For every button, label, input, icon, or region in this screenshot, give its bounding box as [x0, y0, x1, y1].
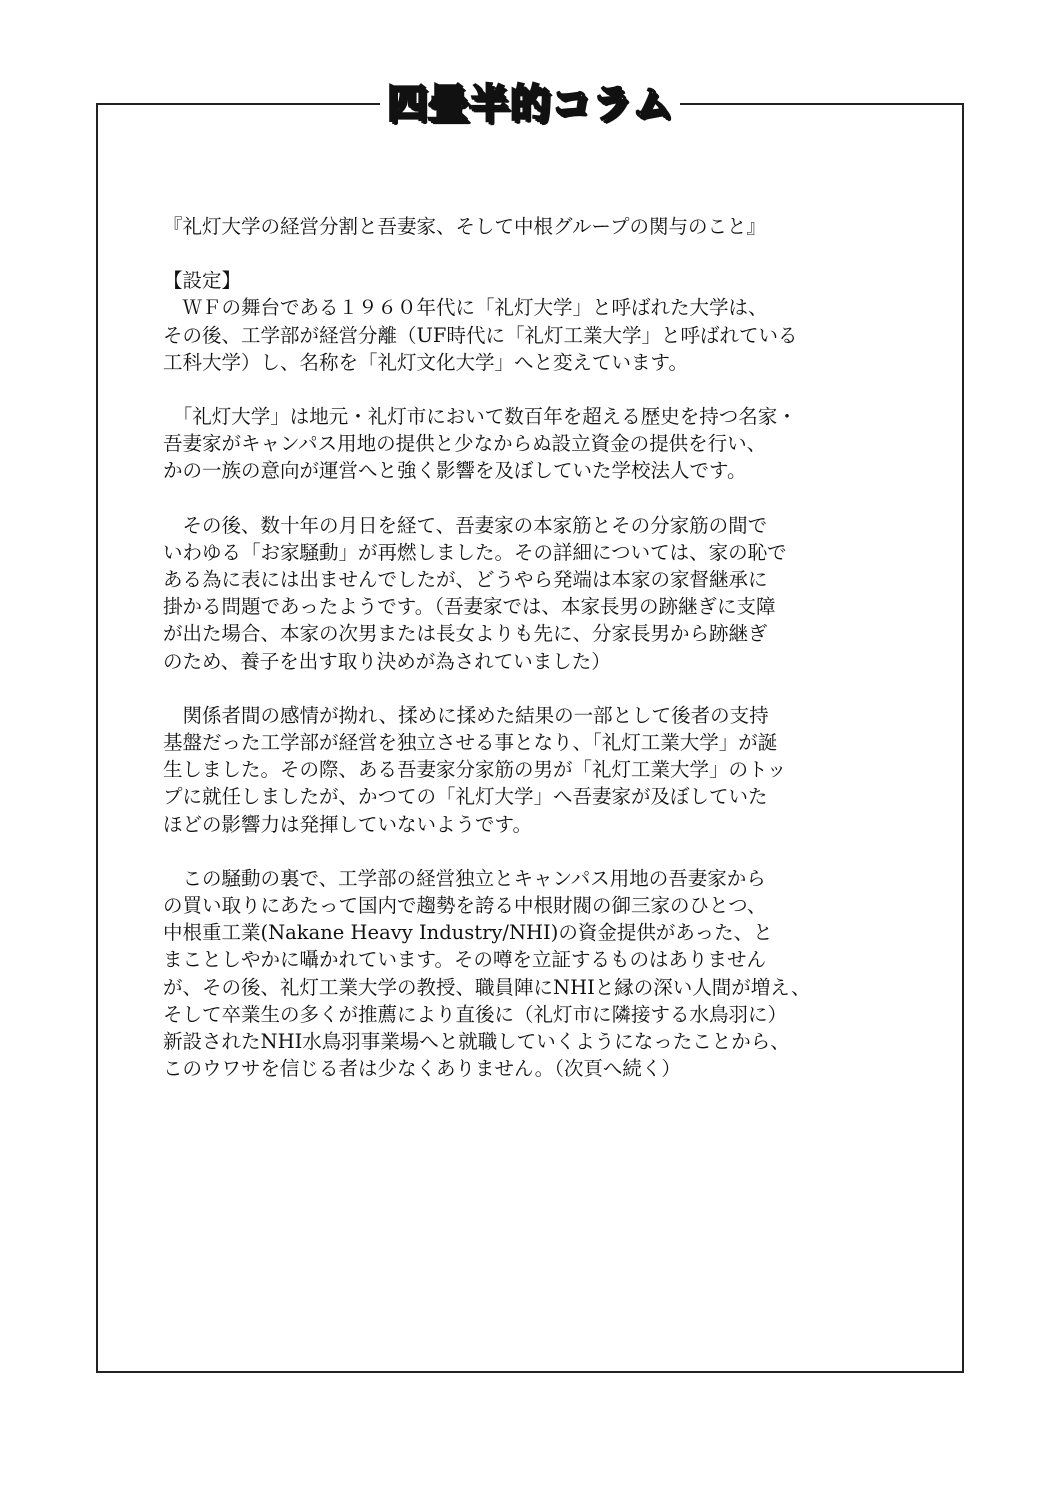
paragraph-line: そして卒業生の多くが推薦により直後に（礼灯市に隣接する水鳥羽に） [163, 1002, 788, 1026]
paragraph [163, 702, 893, 838]
paragraph-line: 「礼灯大学」は地元・礼灯市において数百年を超える歴史を持つ名家・ [163, 405, 797, 429]
paragraph [163, 865, 893, 1083]
paragraph-line: 基盤だった工学部が経営を独立させる事となり、「礼灯工業大学」が誕 [163, 731, 778, 755]
paragraph [163, 403, 893, 485]
section-label: 【設定】 [163, 269, 242, 293]
paragraph [163, 294, 893, 376]
paragraph-line: その後、工学部が経営分離（UF時代に「礼灯工業大学」と呼ばれている [163, 323, 798, 347]
paragraph-line: かの一族の意向が運営へと強く影響を及ぼしていた学校法人です。 [163, 459, 747, 483]
paragraph-line: 生しました。その際、ある吾妻家分家筋の男が「礼灯工業大学」のトッ [163, 758, 787, 782]
paragraph [163, 512, 893, 675]
paragraph-line: まことしやかに囁かれています。その噂を立証するものはありません [163, 948, 766, 972]
paragraph-line: いわゆる「お家騒動」が再燃しました。その詳細については、家の恥で [163, 540, 787, 564]
column-heading: 『礼灯大学の経営分割と吾妻家、そして中根グループの関与のこと』 [163, 215, 766, 238]
column-title-plate [380, 72, 680, 136]
paragraph-line: ほどの影響力は発揮していないようです。 [163, 812, 532, 836]
paragraph-line: 工科大学）し、名称を「礼灯文化大学」へと変えています。 [163, 350, 688, 374]
column-title: 四畳半的コラム [386, 81, 674, 127]
paragraph-line: 掛かる問題であったようです。（吾妻家では、本家長男の跡継ぎに支障 [163, 595, 776, 619]
paragraph-line: 吾妻家がキャンパス用地の提供と少なからぬ設立資金の提供を行い、 [163, 432, 767, 456]
paragraph-line: このウワサを信じる者は少なくありません。（次頁へ続く） [163, 1057, 681, 1081]
paragraph-line: この騒動の裏で、工学部の経営独立とキャンパス用地の吾妻家から [163, 866, 766, 890]
paragraph-line: のため、養子を出す取り決めが為されていました） [163, 649, 611, 673]
paragraph-line: の買い取りにあたって国内で趨勢を誇る中根財閥の御三家のひとつ、 [163, 894, 767, 918]
column-body [163, 213, 893, 1109]
paragraph-line: プに就任しましたが、かつての「礼灯大学」へ吾妻家が及ぼしていた [163, 785, 768, 809]
paragraph-line: ＷＦの舞台である１９６０年代に「礼灯大学」と呼ばれた大学は、 [163, 296, 768, 320]
paragraph-line: 中根重工業(Nakane Heavy Industry/NHI)の資金提供があった、と [163, 921, 773, 945]
paragraph-line: 新設されたNHI水鳥羽事業場へと就職していくようになったことから、 [163, 1030, 790, 1054]
paragraph-line: その後、数十年の月日を経て、吾妻家の本家筋とその分家筋の間で [163, 513, 768, 537]
paragraph-line: が出た場合、本家の次男または長女よりも先に、分家長男から跡継ぎ [163, 622, 768, 646]
paragraph-line: ある為に表には出ませんでしたが、どうやら発端は本家の家督継承に [163, 568, 768, 592]
paragraph-line: が、その後、礼灯工業大学の教授、職員陣にNHIと縁の深い人間が増え、 [163, 975, 811, 999]
paragraph-line: 関係者間の感情が拗れ、揉めに揉めた結果の一部として後者の支持 [163, 703, 769, 727]
